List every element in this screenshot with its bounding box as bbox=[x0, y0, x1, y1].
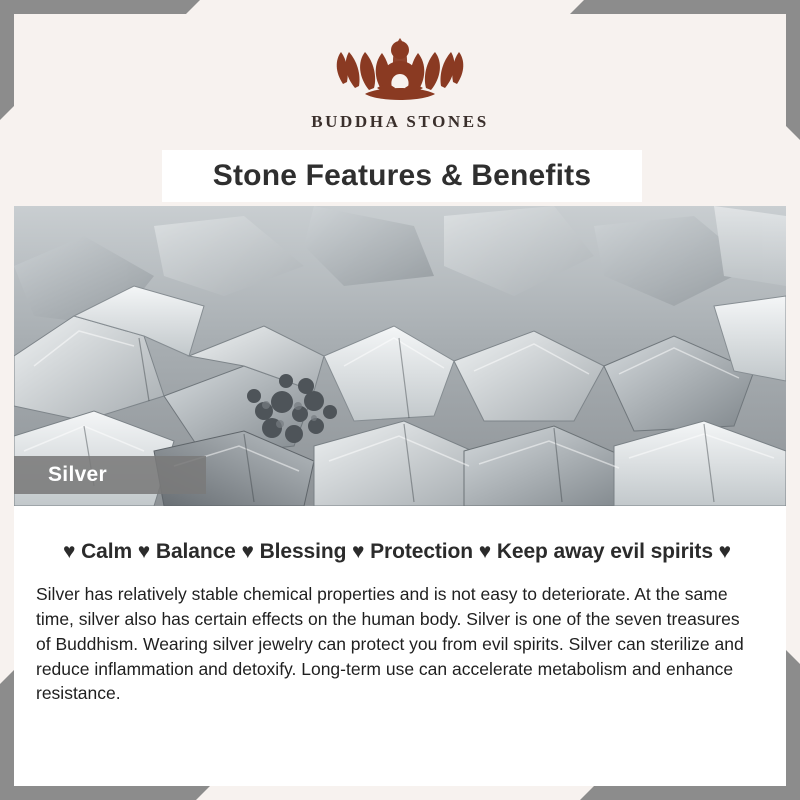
title-banner bbox=[162, 150, 642, 202]
content-area bbox=[14, 14, 786, 786]
hero-image bbox=[14, 206, 786, 506]
frame-corner-bottom-right-vertical bbox=[786, 650, 800, 800]
body-panel bbox=[14, 506, 786, 786]
brand-logo-block bbox=[14, 22, 786, 150]
frame-corner-top-left-vertical bbox=[0, 0, 14, 120]
frame-corner-top-right-vertical bbox=[786, 0, 800, 140]
frame-corner-bottom-right bbox=[580, 786, 800, 800]
lotus-meditation-figure-icon bbox=[325, 22, 475, 110]
benefits-line: ♥ Calm ♥ Balance ♥ Blessing ♥ Protection ♥ Keep away evil spirits ♥ bbox=[63, 540, 731, 563]
frame-corner-bottom-left bbox=[0, 786, 210, 800]
stone-name-badge bbox=[14, 456, 206, 494]
page-title: Stone Features & Benefits bbox=[212, 159, 592, 192]
frame-corner-top-right bbox=[570, 0, 800, 14]
frame-corner-bottom-left-vertical bbox=[0, 670, 14, 800]
stone-name: Silver bbox=[48, 463, 108, 486]
frame-corner-top-left bbox=[0, 0, 200, 14]
brand-name: BUDDHA STONES bbox=[311, 112, 489, 131]
description-text: Silver has relatively stable chemical properties and is not easy to deteriorate. At the same time, silver also has certain effects on the human body. Silver is one of the seven treasures of Buddhism. Wearing silver jewelry can protect you from evil spirits. Silver can sterilize and reduce inflammation and detoxify. Long-term use can accelerate metabolism and enhance resistance. bbox=[36, 584, 744, 704]
